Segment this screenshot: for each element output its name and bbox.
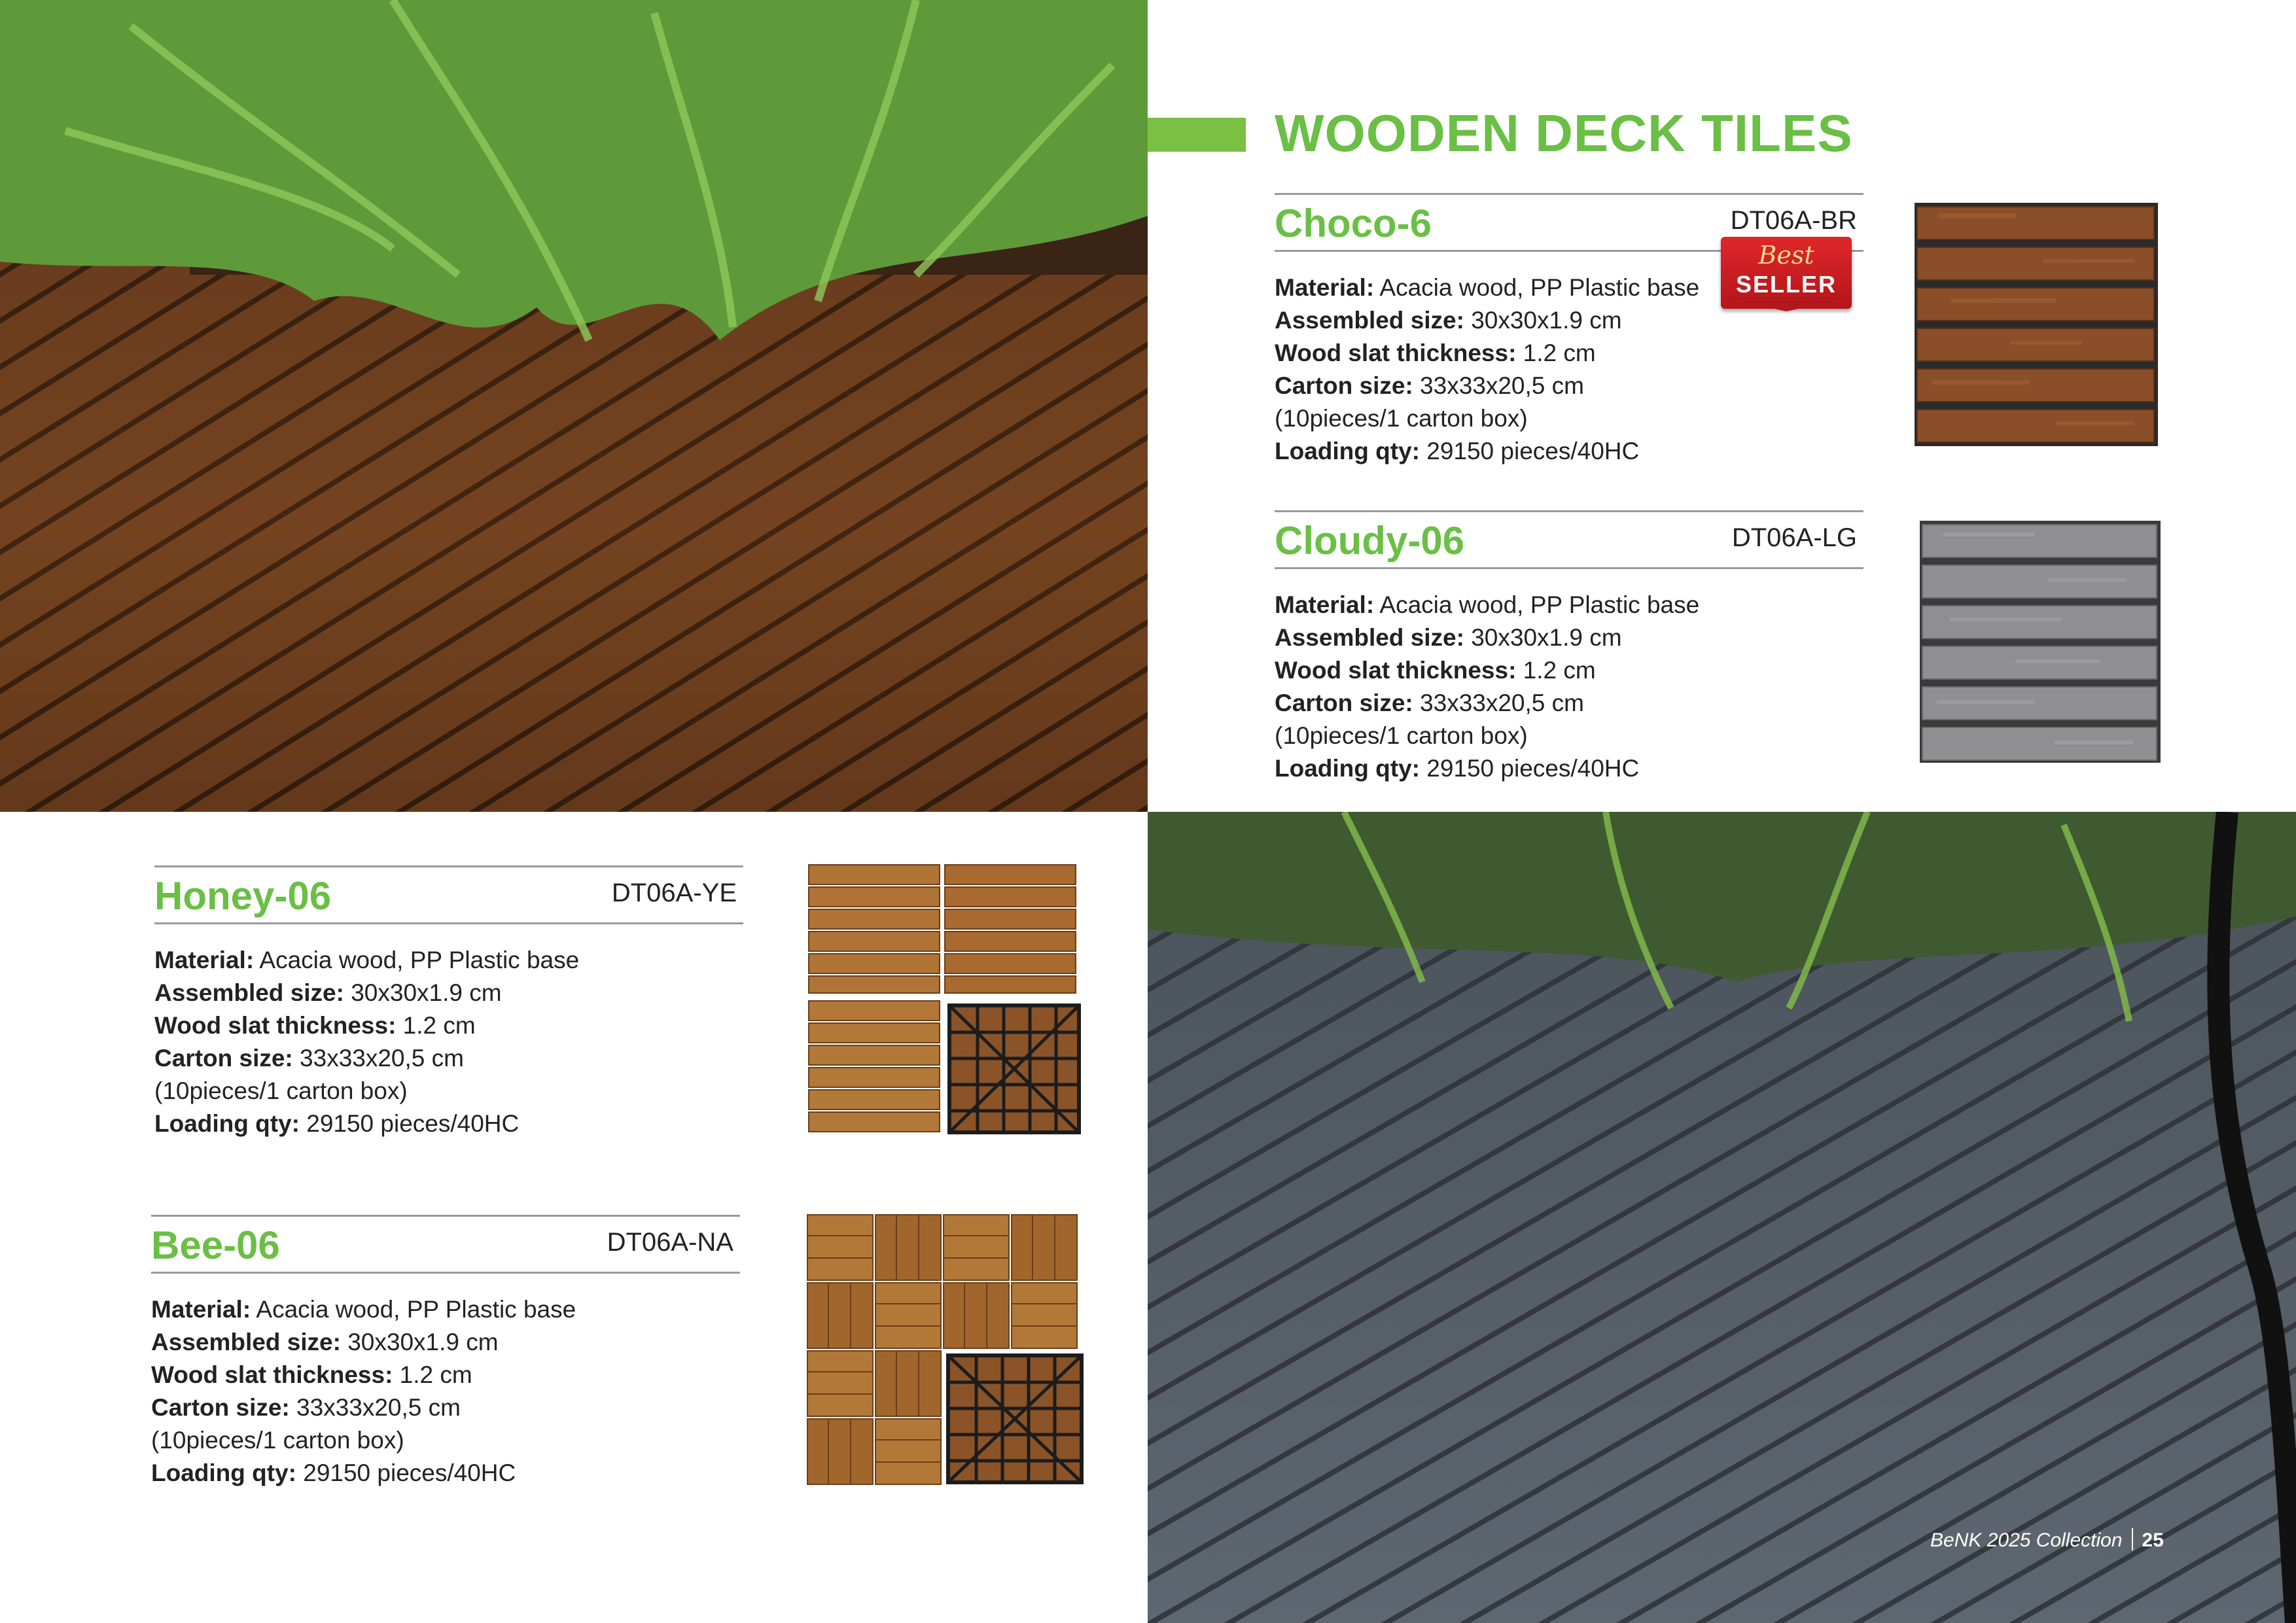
spec-assembled-size: Assembled size: 30x30x1.9 cm: [151, 1329, 499, 1355]
title-accent-bar: [1148, 118, 1246, 152]
product-name: Honey-06: [154, 874, 332, 918]
spec-carton-size: Carton size: 33x33x20,5 cm: [151, 1394, 461, 1421]
spec-material: Material: Acacia wood, PP Plastic base: [154, 947, 580, 973]
divider: [1275, 193, 1863, 195]
divider: [1275, 510, 1863, 512]
spec-carton-note: (10pieces/1 carton box): [154, 1077, 408, 1104]
cloudy-tile-image: [1917, 518, 2163, 765]
badge-best-text: Best: [1758, 241, 1814, 270]
product-name: Choco-6: [1275, 201, 1432, 245]
product-specs: [1275, 271, 1699, 468]
product-code: DT06A-BR: [1730, 206, 1857, 235]
divider: [154, 922, 743, 924]
spec-material: Material: Acacia wood, PP Plastic base: [1275, 274, 1700, 301]
spec-loading-qty: Loading qty: 29150 pieces/40HC: [1275, 755, 1640, 782]
bee-tile-image: [805, 1212, 1086, 1487]
spec-material: Material: Acacia wood, PP Plastic base: [1275, 591, 1700, 618]
spec-carton-size: Carton size: 33x33x20,5 cm: [1275, 689, 1584, 716]
divider: [154, 865, 743, 867]
product-code: DT06A-NA: [607, 1228, 733, 1257]
spec-assembled-size: Assembled size: 30x30x1.9 cm: [1275, 307, 1622, 334]
spec-loading-qty: Loading qty: 29150 pieces/40HC: [151, 1459, 516, 1486]
choco-tile-image: [1912, 200, 2161, 449]
footer-divider: [2132, 1528, 2133, 1550]
page-number: 25: [2142, 1529, 2164, 1551]
spec-material: Material: Acacia wood, PP Plastic base: [151, 1296, 576, 1323]
spec-carton-size: Carton size: 33x33x20,5 cm: [154, 1045, 464, 1072]
spec-assembled-size: Assembled size: 30x30x1.9 cm: [154, 979, 502, 1006]
product-name: Bee-06: [151, 1223, 280, 1267]
choco-deck-photo: [0, 0, 1148, 812]
best-seller-badge: [1721, 237, 1852, 314]
cloudy-deck-photo: [1148, 812, 2296, 1623]
product-specs: [1275, 589, 1699, 785]
spec-carton-size: Carton size: 33x33x20,5 cm: [1275, 372, 1584, 399]
honey-tile-image: [806, 862, 1084, 1137]
divider: [151, 1272, 740, 1274]
divider: [1275, 567, 1863, 569]
page-footer: [1930, 1528, 2164, 1552]
spec-carton-note: (10pieces/1 carton box): [1275, 405, 1528, 432]
badge-seller-text: SELLER: [1735, 271, 1837, 298]
spec-carton-note: (10pieces/1 carton box): [1275, 722, 1528, 749]
spec-loading-qty: Loading qty: 29150 pieces/40HC: [154, 1110, 520, 1137]
divider: [151, 1215, 740, 1217]
spec-slat-thickness: Wood slat thickness: 1.2 cm: [1275, 657, 1596, 684]
product-name: Cloudy-06: [1275, 519, 1465, 563]
page-title: WOODEN DECK TILES: [1275, 104, 1853, 162]
product-code: DT06A-YE: [611, 879, 737, 907]
spec-slat-thickness: Wood slat thickness: 1.2 cm: [1275, 340, 1596, 366]
collection-label: BeNK 2025 Collection: [1930, 1529, 2123, 1551]
spec-slat-thickness: Wood slat thickness: 1.2 cm: [154, 1012, 476, 1039]
spec-assembled-size: Assembled size: 30x30x1.9 cm: [1275, 624, 1622, 651]
product-specs: [151, 1293, 576, 1490]
spec-carton-note: (10pieces/1 carton box): [151, 1427, 404, 1454]
product-code: DT06A-LG: [1731, 523, 1857, 552]
spec-slat-thickness: Wood slat thickness: 1.2 cm: [151, 1361, 472, 1388]
product-specs: [154, 944, 579, 1140]
spec-loading-qty: Loading qty: 29150 pieces/40HC: [1275, 438, 1640, 464]
